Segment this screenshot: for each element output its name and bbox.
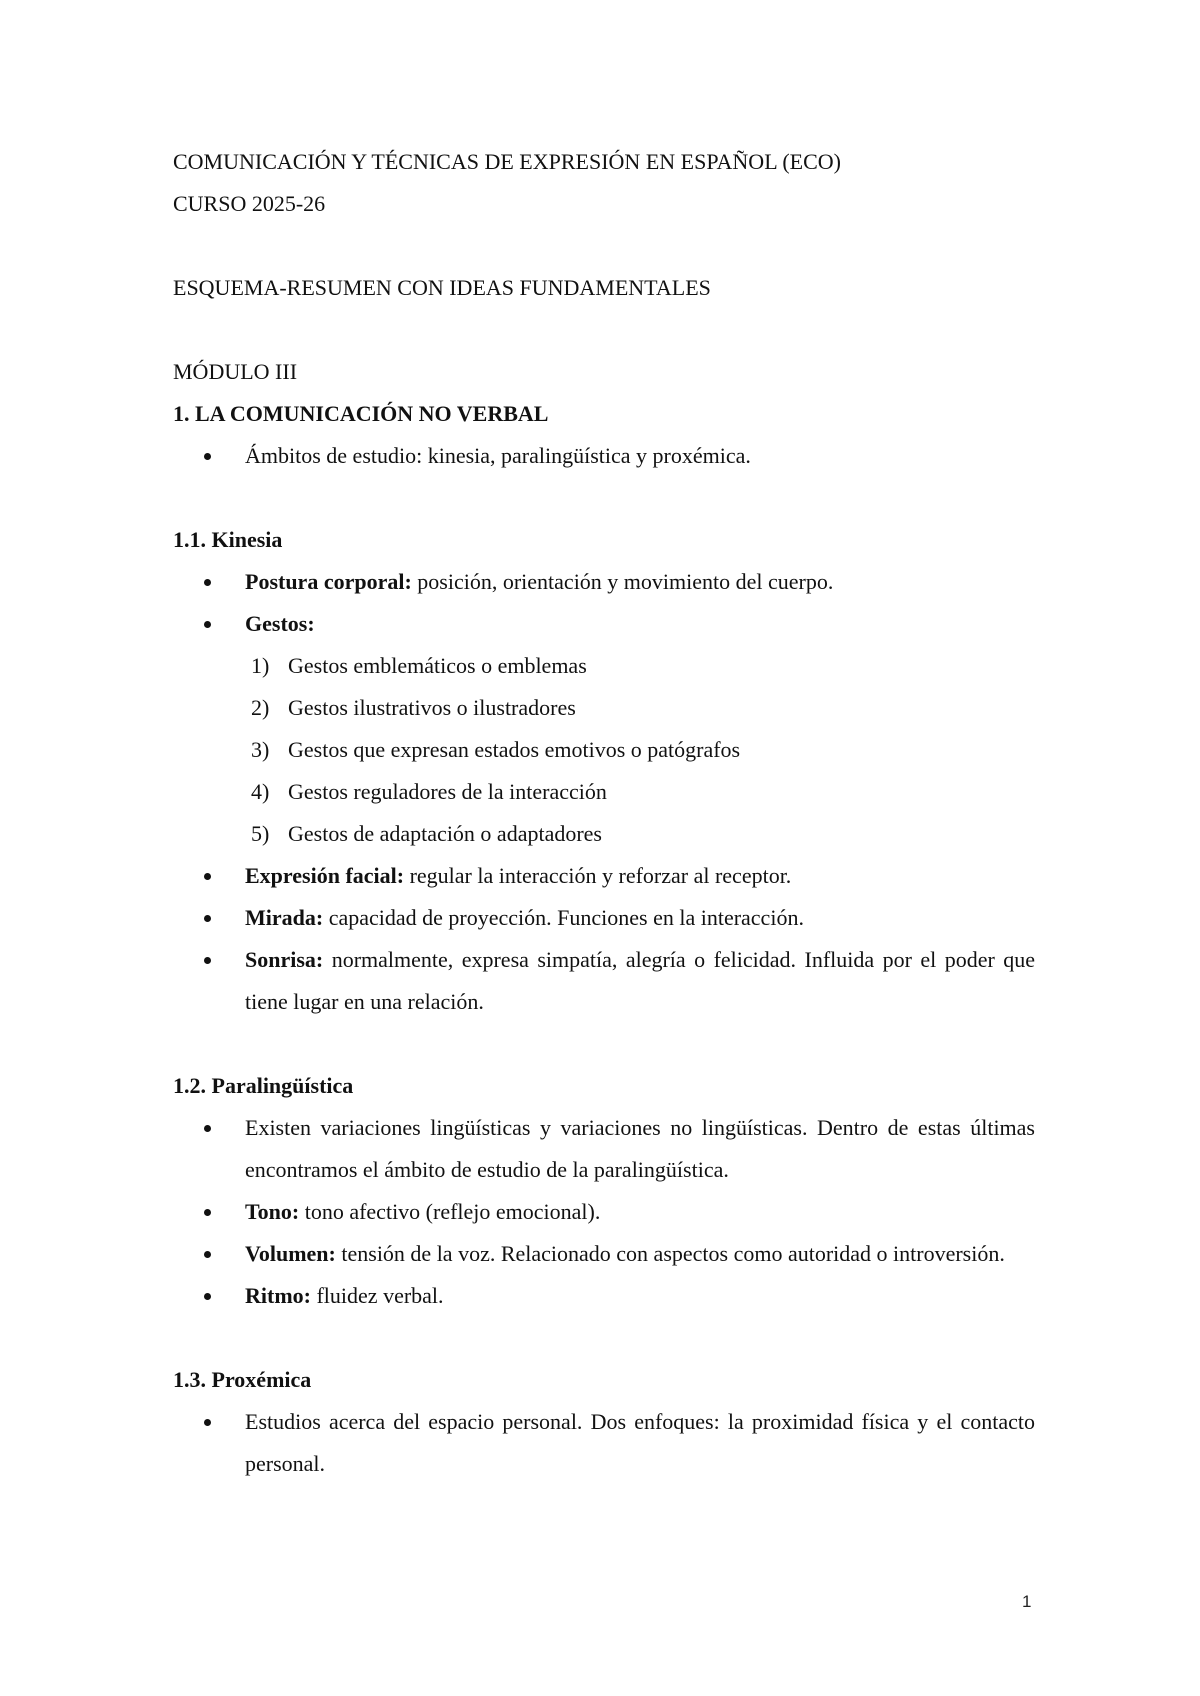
list-item-text: Estudios acerca del espacio personal. Dos enfoques: la proximidad física y el contacto personal. xyxy=(245,1409,1035,1476)
item-text: Gestos que expresan estados emotivos o patógrafos xyxy=(288,737,741,762)
bullet-icon xyxy=(204,1293,211,1300)
list-item xyxy=(173,1275,1035,1317)
section-1-1-heading: 1.1. Kinesia xyxy=(173,527,283,552)
document-body xyxy=(173,141,1035,1485)
numbered-item xyxy=(173,687,1035,729)
item-text: Gestos de adaptación o adaptadores xyxy=(288,821,602,846)
term-description: fluidez verbal. xyxy=(310,1283,444,1308)
section-1-2-heading: 1.2. Paralingüística xyxy=(173,1073,354,1098)
list-item xyxy=(173,939,1035,1023)
term-description: posición, orientación y movimiento del cuerpo. xyxy=(411,569,834,594)
term-label: Postura corporal: xyxy=(245,569,412,594)
section-1-1-list-continued xyxy=(173,855,1035,1023)
bullet-icon xyxy=(204,957,211,964)
page-number: 1 xyxy=(1022,1592,1032,1611)
list-item xyxy=(173,1401,1035,1485)
section-1-heading: 1. LA COMUNICACIÓN NO VERBAL xyxy=(173,401,549,426)
term-label: Tono: xyxy=(245,1199,300,1224)
bullet-icon xyxy=(204,621,211,628)
spacer xyxy=(173,225,1035,267)
item-text: Gestos reguladores de la interacción xyxy=(288,779,607,804)
item-text: Gestos ilustrativos o ilustradores xyxy=(288,695,576,720)
section-1-1-list xyxy=(173,561,1035,645)
term-description: regular la interacción y reforzar al receptor. xyxy=(404,863,792,888)
term-label: Sonrisa: xyxy=(245,947,324,972)
module-title: MÓDULO III xyxy=(173,359,298,384)
bullet-icon xyxy=(204,453,211,460)
numbered-item xyxy=(173,771,1035,813)
course-year: CURSO 2025-26 xyxy=(173,191,326,216)
document-subtitle: ESQUEMA-RESUMEN CON IDEAS FUNDAMENTALES xyxy=(173,275,711,300)
list-item-text: Ámbitos de estudio: kinesia, paralingüística y proxémica. xyxy=(245,443,751,468)
term-label: Expresión facial: xyxy=(245,863,405,888)
term-label: Gestos: xyxy=(245,611,315,636)
bullet-icon xyxy=(204,579,211,586)
numbered-item xyxy=(173,729,1035,771)
numbered-item xyxy=(173,645,1035,687)
list-item xyxy=(173,561,1035,603)
term-description: normalmente, expresa simpatía, alegría o felicidad. Influida por el poder que tiene lugar en una relación. xyxy=(245,947,1035,1014)
section-1-2-list xyxy=(173,1107,1035,1317)
item-number: 2) xyxy=(251,695,270,720)
term-label: Ritmo: xyxy=(245,1283,311,1308)
list-item xyxy=(173,435,1035,477)
term-description: capacidad de proyección. Funciones en la interacción. xyxy=(323,905,804,930)
item-text: Gestos emblemáticos o emblemas xyxy=(288,653,587,678)
term-label: Volumen: xyxy=(245,1241,336,1266)
section-1-3-list xyxy=(173,1401,1035,1485)
item-number: 1) xyxy=(251,653,270,678)
list-item xyxy=(173,855,1035,897)
item-number: 3) xyxy=(251,737,270,762)
section-1-list xyxy=(173,435,1035,477)
bullet-icon xyxy=(204,1125,211,1132)
spacer xyxy=(173,1317,1035,1359)
list-item-text: Existen variaciones lingüísticas y variaciones no lingüísticas. Dentro de estas últimas encontramos el ámbito de estudio de la paralingüística. xyxy=(245,1115,1035,1182)
bullet-icon xyxy=(204,915,211,922)
list-item xyxy=(173,897,1035,939)
section-1-3-heading: 1.3. Proxémica xyxy=(173,1367,312,1392)
item-number: 4) xyxy=(251,779,270,804)
gestures-list xyxy=(173,645,1035,855)
spacer xyxy=(173,1023,1035,1065)
list-item xyxy=(173,1191,1035,1233)
term-description: tensión de la voz. Relacionado con aspectos como autoridad o introversión. xyxy=(335,1241,1005,1266)
spacer xyxy=(173,309,1035,351)
list-item xyxy=(173,1107,1035,1191)
document-title: COMUNICACIÓN Y TÉCNICAS DE EXPRESIÓN EN ESPAÑOL (ECO) xyxy=(173,149,841,174)
spacer xyxy=(173,477,1035,519)
bullet-icon xyxy=(204,1251,211,1258)
bullet-icon xyxy=(204,1209,211,1216)
term-label: Mirada: xyxy=(245,905,324,930)
list-item xyxy=(173,1233,1035,1275)
bullet-icon xyxy=(204,1419,211,1426)
list-item xyxy=(173,603,1035,645)
term-description: tono afectivo (reflejo emocional). xyxy=(299,1199,601,1224)
item-number: 5) xyxy=(251,821,270,846)
bullet-icon xyxy=(204,873,211,880)
numbered-item xyxy=(173,813,1035,855)
